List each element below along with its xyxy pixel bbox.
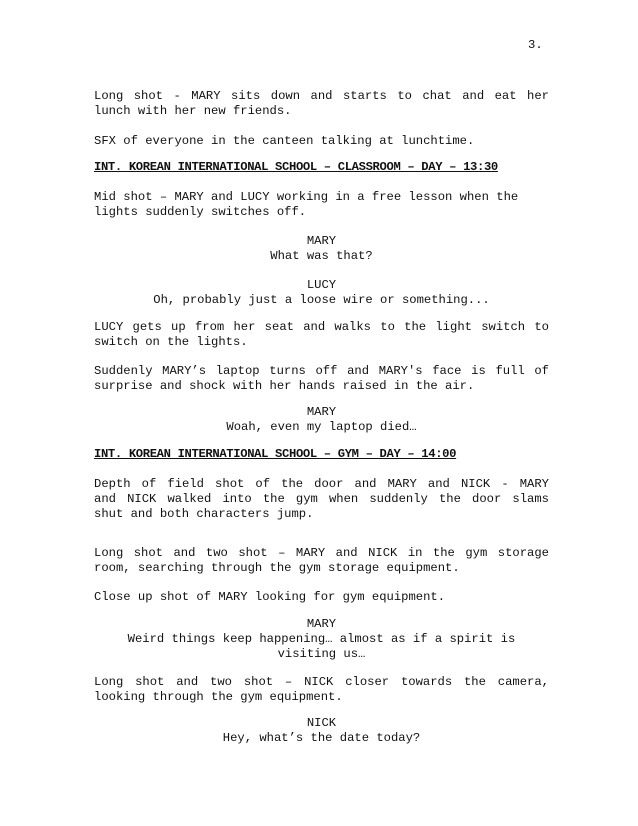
action-line: Long shot and two shot – MARY and NICK in the gym storage [94,546,549,560]
action-line: Long shot and two shot – NICK closer towards the camera, [94,675,549,689]
action-line: room, searching through the gym storage equipment. [94,561,460,575]
dialogue-line: Weird things keep happening… almost as if a spirit is [127,632,516,646]
character-name: MARY [306,234,337,248]
action-line: lights suddenly switches off. [94,205,307,219]
action-line: shut and both characters jump. [94,507,314,521]
action-line: SFX of everyone in the canteen talking at lunchtime. [94,134,475,148]
scene-heading: INT. KOREAN INTERNATIONAL SCHOOL – GYM – DAY – 14:00 [94,447,457,461]
scene-heading: INT. KOREAN INTERNATIONAL SCHOOL – CLASSROOM – DAY – 13:30 [94,160,498,174]
action-line: Long shot - MARY sits down and starts to chat and eat her [94,89,549,103]
character-name: LUCY [306,278,337,292]
dialogue-line: Hey, what’s the date today? [222,731,421,745]
character-name: NICK [306,716,337,730]
action-line: switch on the lights. [94,335,248,349]
action-line: surprise and shock with her hands raised in the air. [94,379,475,393]
action-line: and NICK walked into the gym when suddenly the door slams [94,492,549,506]
action-line: Depth of field shot of the door and MARY and NICK - MARY [94,477,549,491]
character-name: MARY [306,405,337,419]
dialogue-line: Oh, probably just a loose wire or something... [153,293,490,307]
page-number: 3. [528,38,543,52]
character-name: MARY [306,617,337,631]
action-line: Suddenly MARY’s laptop turns off and MARY's face is full of [94,364,549,378]
action-line: Close up shot of MARY looking for gym equipment. [94,590,446,604]
dialogue-line: visiting us… [277,647,366,661]
action-line: looking through the gym equipment. [94,690,343,704]
action-line: lunch with her new friends. [94,104,292,118]
dialogue-line: What was that? [270,249,373,263]
action-line: LUCY gets up from her seat and walks to the light switch to [94,320,549,334]
action-line: Mid shot – MARY and LUCY working in a free lesson when the [94,190,519,204]
dialogue-line: Woah, even my laptop died… [226,420,417,434]
